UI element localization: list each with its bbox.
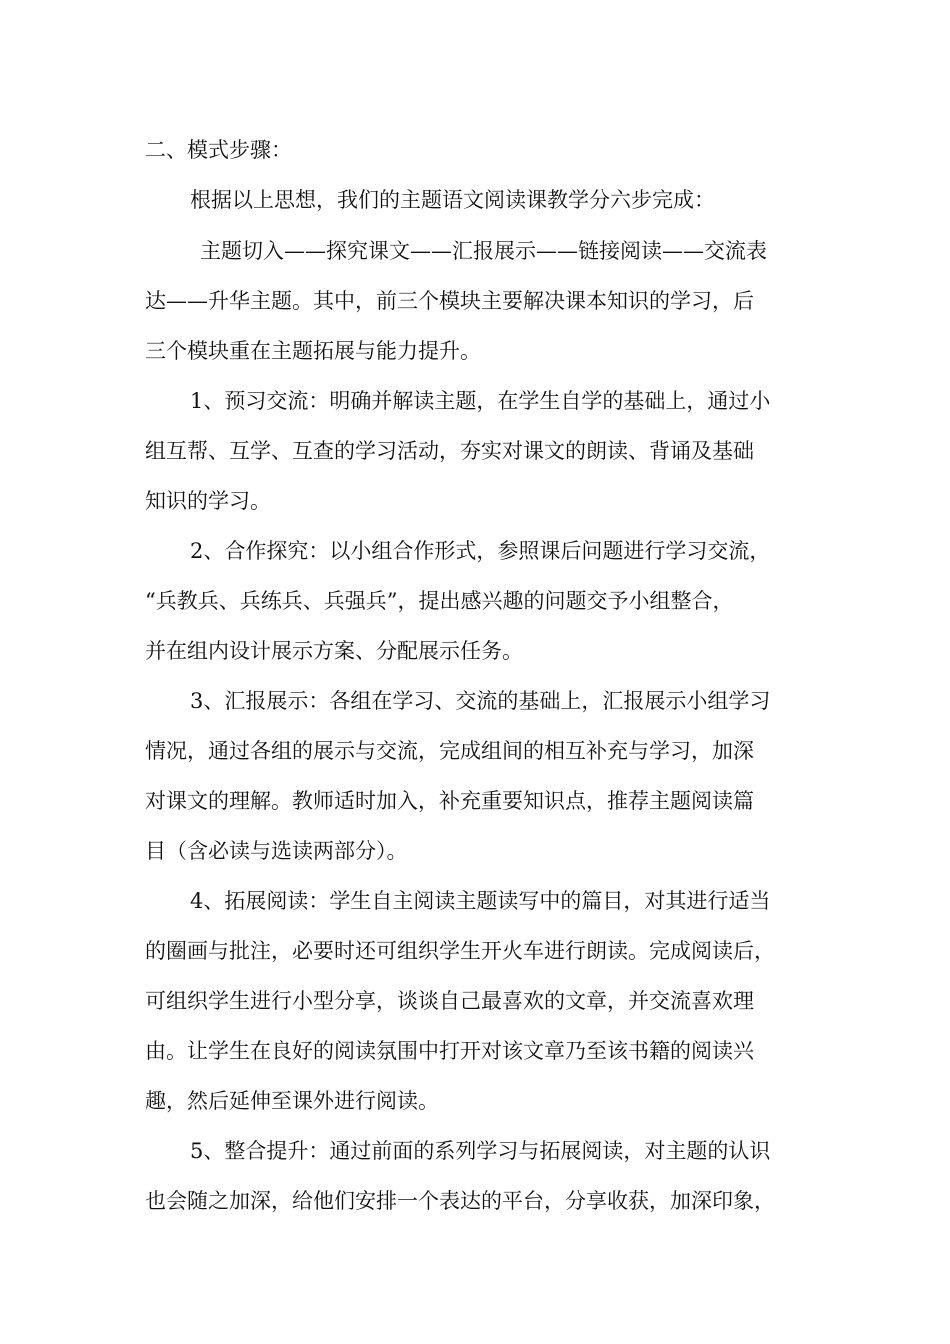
section-heading: 二、模式步骤： — [145, 138, 292, 162]
flow-line-1: 主题切入——探究课文——汇报展示——链接阅读——交流表 — [200, 239, 767, 263]
step2-line-1: 2、合作探究：以小组合作形式，参照课后问题进行学习交流， — [190, 539, 771, 563]
step1-line-1: 1、预习交流：明确并解读主题，在学生自学的基础上，通过小 — [190, 389, 771, 413]
step3-line-4: 目（含必读与选读两部分）。 — [145, 839, 408, 863]
flow-line-2: 达——升华主题。其中，前三个模块主要解决课本知识的学习，后 — [145, 289, 754, 313]
step4-line-4: 由。让学生在良好的阅读氛围中打开对该文章乃至该书籍的阅读兴 — [145, 1039, 754, 1063]
step3-line-3: 对课文的理解。教师适时加入，补充重要知识点，推荐主题阅读篇 — [145, 789, 754, 813]
step4-line-2: 的圈画与批注，必要时还可组织学生开火车进行朗读。完成阅读后， — [145, 939, 775, 963]
step5-line-2: 也会随之加深，给他们安排一个表达的平台，分享收获，加深印象， — [145, 1189, 775, 1213]
step4-line-1: 4、拓展阅读：学生自主阅读主题读写中的篇目，对其进行适当 — [190, 889, 771, 913]
step2-line-3: 并在组内设计展示方案、分配展示任务。 — [145, 639, 523, 663]
step5-line-1: 5、整合提升：通过前面的系列学习与拓展阅读，对主题的认识 — [190, 1139, 771, 1163]
step2-line-2: “兵教兵、兵练兵、兵强兵”，提出感兴趣的问题交予小组整合， — [145, 589, 734, 613]
step4-line-5: 趣，然后延伸至课外进行阅读。 — [145, 1089, 439, 1113]
step4-line-3: 可组织学生进行小型分享，谈谈自己最喜欢的文章，并交流喜欢理 — [145, 989, 754, 1013]
flow-line-3: 三个模块重在主题拓展与能力提升。 — [145, 339, 481, 363]
step1-line-3: 知识的学习。 — [145, 489, 271, 513]
step3-line-2: 情况，通过各组的展示与交流，完成组间的相互补充与学习，加深 — [145, 739, 754, 763]
step3-line-1: 3、汇报展示：各组在学习、交流的基础上，汇报展示小组学习 — [190, 689, 771, 713]
intro-paragraph: 根据以上思想，我们的主题语文阅读课教学分六步完成： — [190, 188, 715, 212]
step1-line-2: 组互帮、互学、互查的学习活动，夯实对课文的朗读、背诵及基础 — [145, 439, 754, 463]
